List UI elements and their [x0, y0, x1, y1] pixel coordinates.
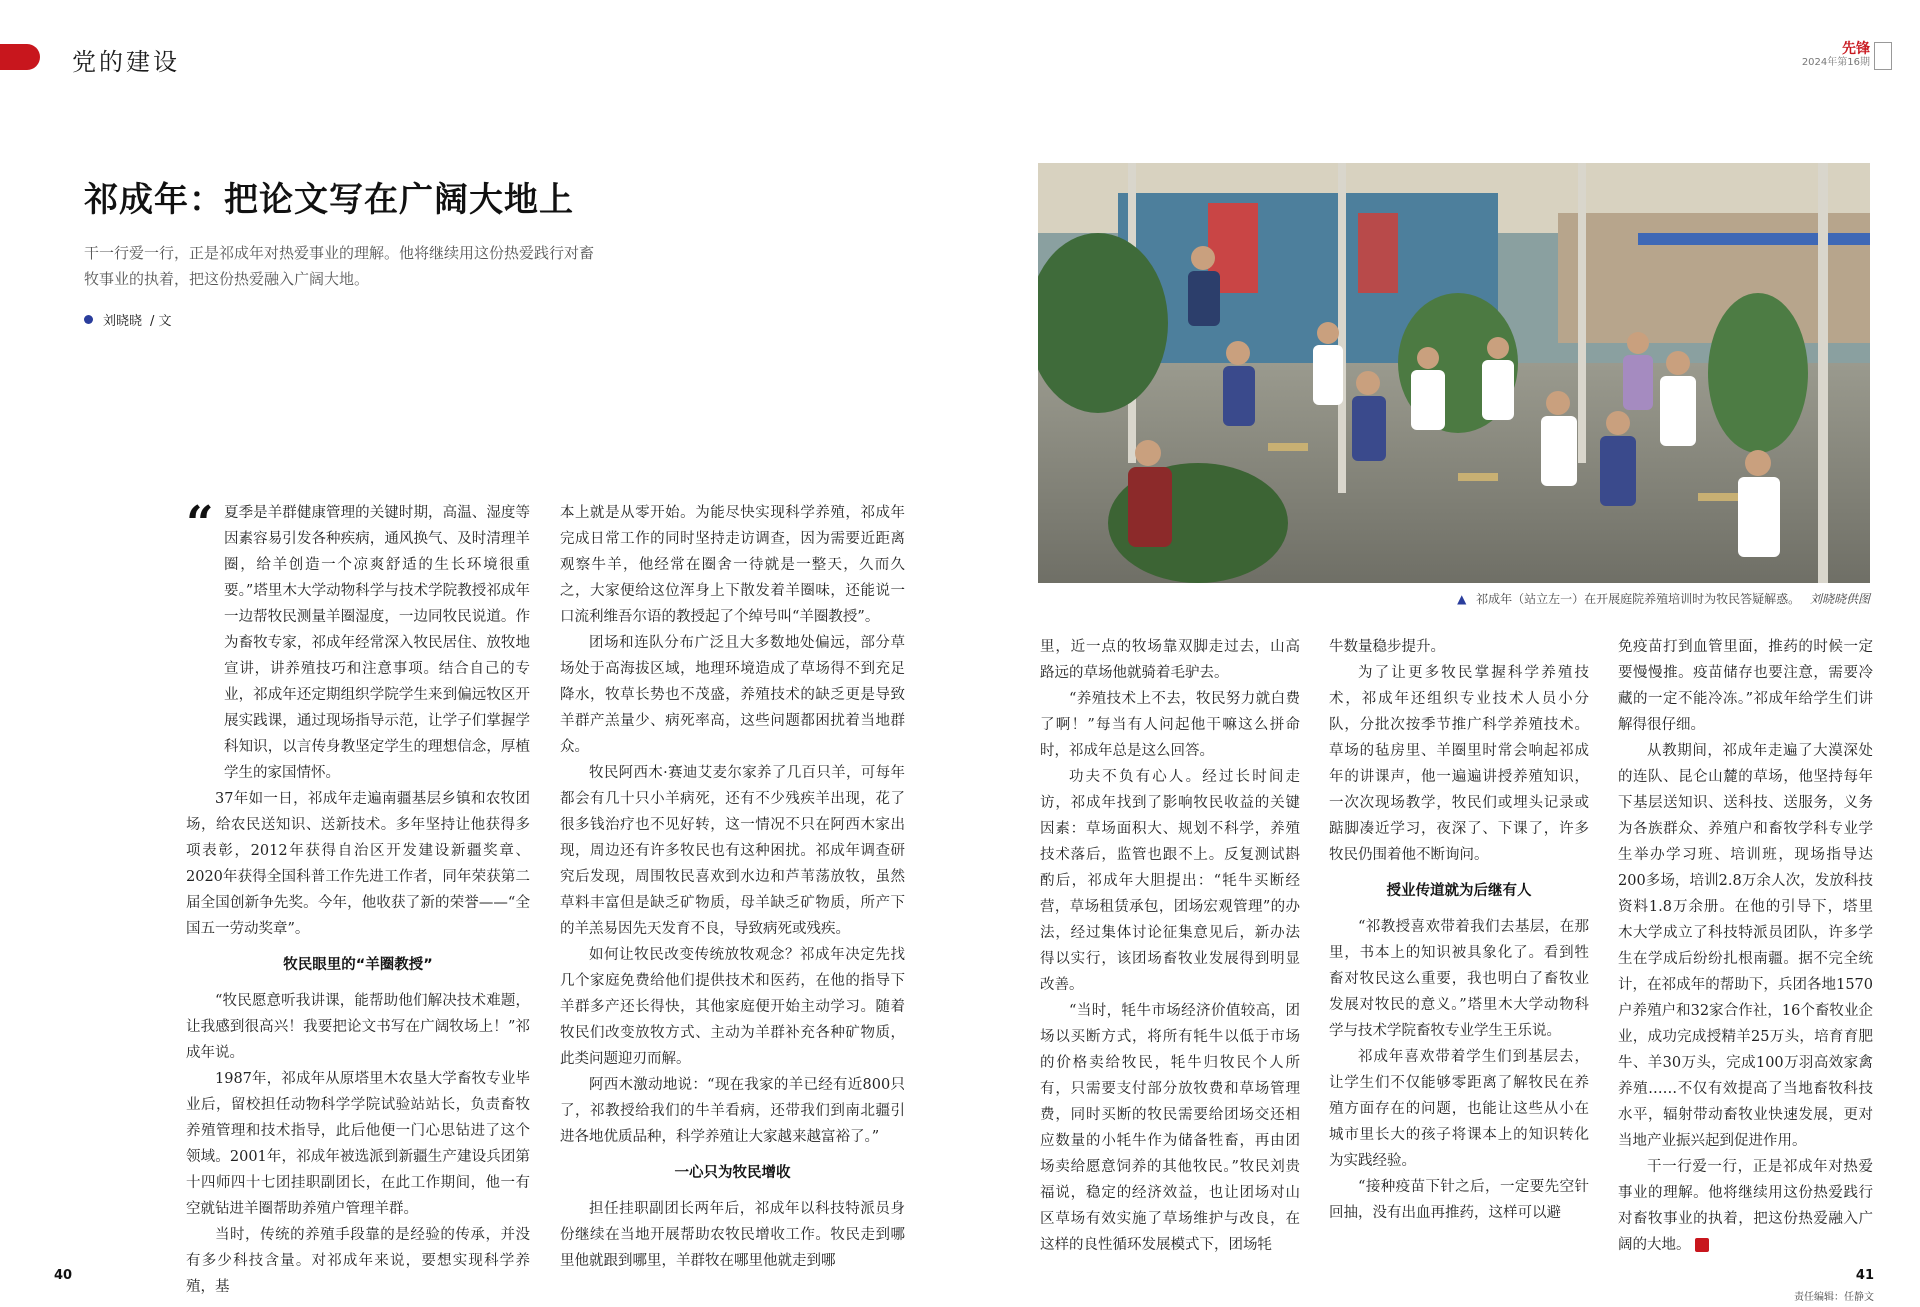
closing-paragraph-text: 干一行爱一行，正是祁成年对热爱事业的理解。他将继续用这份热爱践行对畜牧事业的执着，把这份热爱融入广阔的大地。	[1618, 1159, 1873, 1253]
paragraph: 当时，传统的养殖手段靠的是经验的传承，并没有多少科技含量。对祁成年来说，要想实现科学养殖，基	[186, 1227, 530, 1295]
magazine-name: 先锋	[1842, 41, 1870, 57]
paragraph: 功夫不负有心人。经过长时间走访，祁成年找到了影响牧民收益的关键因素：草场面积大、规划不科学，养殖技术落后，监管也跟不上。反复测试斟酌后，祁成年大胆提出：“牦牛买断经营，草场租赁承包，团场宏观管理”的办法，经过集体讨论征集意见后，新办法得以实行，该团场畜牧业发展得到明显改善。	[1040, 769, 1300, 993]
caption-text: 祁成年（站立左一）在开展庭院养殖培训时为牧民答疑解惑。	[1476, 592, 1801, 606]
paragraph: 牛数量稳步提升。	[1329, 639, 1445, 655]
paragraph: 担任挂职副团长两年后，祁成年以科技特派员身份继续在当地开展帮助农牧民增收工作。牧民走到哪里他就跟到哪里，羊群牧在哪里他就走到哪	[560, 1201, 905, 1269]
magazine-logo	[1874, 42, 1892, 70]
paragraph: 37年如一日，祁成年走遍南疆基层乡镇和农牧团场，给农民送知识、送新技术。多年坚持让他获得多项表彰，2012年获得自治区开发建设新疆奖章、2020年获得全国科普工作先进工作者，同年荣获第二届全国创新争先奖。今年，他收获了新的荣誉——“全国五一劳动奖章”。	[186, 791, 530, 937]
paragraph: “养殖技术上不去，牧民努力就白费了啊！”每当有人问起他干嘛这么拼命时，祁成年总是这么回答。	[1040, 691, 1300, 759]
subheading: 一心只为牧民增收	[674, 1165, 791, 1181]
paragraph: 为了让更多牧民掌握科学养殖技术，祁成年还组织专业技术人员小分队，分批次按季节推广科学养殖技术。草场的毡房里、羊圈里时常会响起祁成年的讲课声，他一遍遍讲授养殖知识，一次次现场教学，牧民们或埋头记录或踮脚凑近学习，夜深了、下课了，许多牧民仍围着他不断询问。	[1329, 665, 1589, 863]
paragraph: 1987年，祁成年从原塔里木农垦大学畜牧专业毕业后，留校担任动物科学学院试验站站长，负责畜牧养殖管理和技术指导，此后他便一门心思钻进了这个领域。2001年，祁成年被选派到新疆生产建设兵团第十四师四十七团挂职副团长，在此工作期间，他一有空就钻进羊圈帮助养殖户管理羊群。	[186, 1071, 530, 1217]
paragraph: 祁成年喜欢带着学生们到基层去，让学生们不仅能够零距离了解牧民在养殖方面存在的问题，也能让这些从小在城市里长大的孩子将课本上的知识转化为实践经验。	[1329, 1049, 1589, 1169]
paragraph: “当时，牦牛市场经济价值较高，团场以买断方式，将所有牦牛以低于市场的价格卖给牧民，牦牛归牧民个人所有，只需要支付部分放牧费和草场管理费，同时买断的牧民需要给团场交还相应数量的小牦牛作为储备牲畜，再由团场卖给愿意饲养的其他牧民。”牧民刘贵福说，稳定的经济效益，也让团场对山区草场有效实施了草场维护与改良，在这样的良性循环发展模式下，团场牦	[1040, 1003, 1300, 1253]
article-lead: 干一行爱一行，正是祁成年对热爱事业的理解。他将继续用这份热爱践行对畜牧事业的执着，把这份热爱融入广阔大地。	[84, 244, 595, 288]
paragraph: 夏季是羊群健康管理的关键时期，高温、湿度等因素容易引发各种疾病，通风换气、及时清理羊圈，给羊创造一个凉爽舒适的生长环境很重要。”塔里木大学动物科学与技术学院教授祁成年一边帮牧民测量羊圈湿度，一边同牧民说道。作为畜牧专家，祁成年经常深入牧民居住、放牧地宣讲，讲养殖技巧和注意事项。结合自己的专业，祁成年还定期组织学院学生来到偏远牧区开展实践课，通过现场指导示范，让学子们掌握学科知识，以言传身教坚定学生的理想信念，厚植学生的家国情怀。	[224, 505, 530, 781]
section-tag-bar	[0, 44, 40, 70]
author-suffix: / 文	[150, 314, 172, 329]
photo-illustration	[1038, 163, 1870, 583]
body-column-2	[560, 500, 905, 1274]
paragraph: 本上就是从零开始。为能尽快实现科学养殖，祁成年完成日常工作的同时坚持走访调查，因为需要近距离观察牛羊，他经常在圈舍一待就是一整天，久而久之，大家便给这位浑身上下散发着羊圈味，还能说一口流利维吾尔语的教授起了个绰号叫“羊圈教授”。	[560, 505, 905, 625]
page-number-left: 40	[54, 1268, 73, 1283]
paragraph: “牧民愿意听我讲课，能帮助他们解决技术难题，让我感到很高兴！我要把论文书写在广阔牧场上！”祁成年说。	[186, 993, 530, 1061]
subheading: 牧民眼里的“羊圈教授”	[283, 957, 433, 973]
page-number-right: 41	[1855, 1268, 1874, 1283]
article-photo	[1038, 163, 1870, 583]
paragraph: “祁教授喜欢带着我们去基层，在那里，书本上的知识被具象化了。看到牲畜对牧民这么重要，我也明白了畜牧业发展对牧民的意义。”塔里木大学动物科学与技术学院畜牧专业学生王乐说。	[1329, 919, 1589, 1039]
body-column-1	[186, 496, 530, 1300]
body-column-4	[1329, 634, 1589, 1226]
author-name: 刘晓晓	[103, 314, 143, 329]
photo-caption	[1040, 590, 1870, 607]
paragraph	[1618, 1154, 1873, 1258]
body-column-3	[1040, 634, 1300, 1258]
paragraph: 从教期间，祁成年走遍了大漠深处的连队、昆仑山麓的草场，他坚持每年下基层送知识、送科技、送服务，义务为各族群众、养殖户和畜牧学科专业学生举办学习班、培训班，现场指导达200多场，培训2.8万余人次，发放科技资料1.8万余册。在他的引导下，塔里木大学成立了科技特派员团队，许多学生在学成后纷纷扎根南疆。据不完全统计，在祁成年的帮助下，兵团各地1570户养殖户和32家合作社，16个畜牧业企业，成功完成授精羊25万头，培育育肥牛、羊30万头，完成100万羽高效家禽养殖……不仅有效提高了当地畜牧科技水平，辐射带动畜牧业快速发展，更对当地产业振兴起到促进作用。	[1618, 743, 1873, 1149]
subheading: 授业传道就为后继有人	[1386, 883, 1532, 899]
byline-dot-icon	[84, 315, 93, 324]
photo-credit: 刘晓晓供图	[1809, 592, 1870, 606]
magazine-brand	[1802, 42, 1870, 68]
opening-quote-icon: “	[186, 496, 214, 552]
paragraph: 阿西木激动地说：“现在我家的羊已经有近800只了，祁教授给我们的牛羊看病，还带我们到南北疆引进各地优质品种，科学养殖让大家越来越富裕了。”	[560, 1077, 905, 1145]
paragraph: 免疫苗打到血管里面，推药的时候一定要慢慢推。疫苗储存也要注意，需要冷藏的一定不能冷冻。”祁成年给学生们讲解得很仔细。	[1618, 639, 1873, 733]
end-mark-icon	[1695, 1238, 1709, 1252]
body-column-5	[1618, 634, 1873, 1258]
caption-triangle-icon: ▲	[1457, 592, 1467, 606]
paragraph: 团场和连队分布广泛且大多数地处偏远，部分草场处于高海拔区域，地理环境造成了草场得不到充足降水，牧草长势也不茂盛，养殖技术的缺乏更是导致羊群产羔量少、病死率高，这些问题都困扰着当地群众。	[560, 635, 905, 755]
magazine-issue: 2024年第16期	[1801, 57, 1870, 69]
paragraph: 如何让牧民改变传统放牧观念？祁成年决定先找几个家庭免费给他们提供技术和医药，在他的指导下羊群多产还长得快，其他家庭便开始主动学习。随着牧民们改变放牧方式、主动为羊群补充各种矿物质，此类问题迎刃而解。	[560, 947, 905, 1067]
byline	[84, 310, 172, 329]
paragraph: 牧民阿西木·赛迪艾麦尔家养了几百只羊，可每年都会有几十只小羊病死，还有不少残疾羊出现，花了很多钱治疗也不见好转，这一情况不只在阿西木家出现，周边还有许多牧民也有这种困扰。祁成年调查研究后发现，周围牧民喜欢到水边和芦苇荡放牧，虽然草料丰富但是缺乏矿物质，母羊缺乏矿物质，所产下的羊羔易因先天发育不良，导致病死或残疾。	[560, 765, 905, 937]
paragraph: 里，近一点的牧场靠双脚走过去，山高路远的草场他就骑着毛驴去。	[1040, 639, 1300, 681]
editor-credit: 责任编辑：任静文	[1794, 1292, 1874, 1303]
section-title: 党的建设	[72, 48, 180, 76]
article-title: 祁成年：把论文写在广阔大地上	[84, 180, 574, 220]
paragraph: “接种疫苗下针之后，一定要先空针回抽，没有出血再推药，这样可以避	[1329, 1179, 1589, 1221]
